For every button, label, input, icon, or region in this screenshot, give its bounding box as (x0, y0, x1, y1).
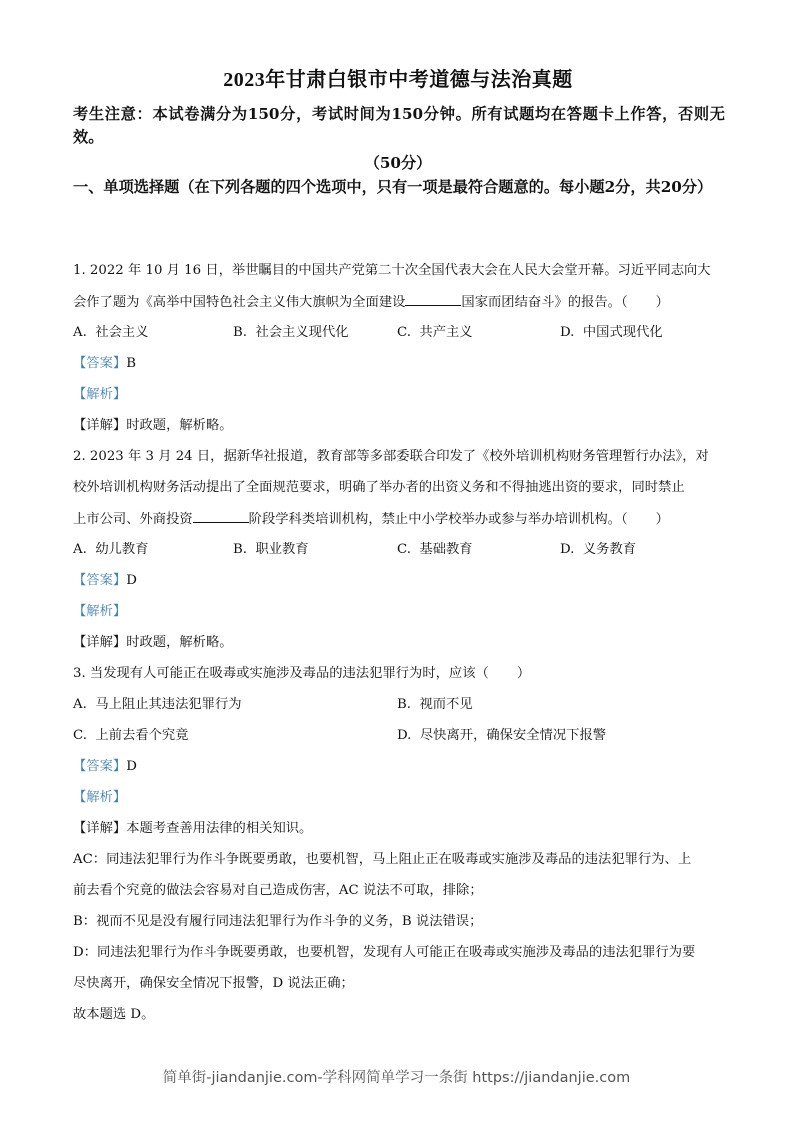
detail-label: 【详解】 (73, 635, 127, 650)
paren-close: ） (655, 512, 669, 527)
detail-label: 【详解】 (73, 821, 127, 836)
question-3-answer (73, 758, 725, 776)
stem-text: 国家而团结奋斗》的报告。（ (461, 295, 628, 310)
analysis-label: 【解析】 (73, 790, 127, 805)
detail-text: 时政题，解析略。 (126, 635, 233, 650)
question-2-option-a: A. 幼儿教育 (73, 542, 149, 557)
footer-watermark: 简单街-jiandanjie.com-学科网简单学习一条街 https://jiandanjie.com (162, 1070, 631, 1086)
fill-blank (405, 293, 461, 306)
stem-text: 3. 当发现有人可能正在吸毒或实施涉及毒品的违法犯罪行为时，应该（ (73, 666, 489, 681)
question-1-option-b: B. 社会主义现代化 (233, 325, 349, 340)
question-2-option-b: B. 职业教育 (233, 542, 309, 557)
question-1-option-d: D. 中国式现代化 (560, 325, 663, 340)
section-heading: 一、单项选择题（在下列各题的四个选项中，只有一项是最符合题意的。每小题2分，共20分） (73, 178, 713, 196)
answer-label: 【答案】 (73, 759, 127, 774)
question-1-analysis-label (73, 386, 725, 404)
analysis-label: 【解析】 (73, 387, 127, 402)
fill-blank (193, 510, 249, 523)
question-3-option-c: C. 上前去看个究竟 (73, 728, 189, 743)
question-3-detail (73, 820, 725, 838)
detail-text: 时政题，解析略。 (126, 418, 233, 433)
question-3-option-a: A. 马上阻止其违法犯罪行为 (73, 697, 242, 712)
document-title: 2023年甘肃白银市中考道德与法治真题 (223, 69, 573, 91)
paren-close: ） (516, 666, 531, 681)
answer-label: 【答案】 (73, 356, 127, 371)
question-1-option-c: C. 共产主义 (397, 325, 473, 340)
question-2-answer (73, 572, 725, 590)
question-3-explanation-line: 前去看个究竟的做法会容易对自己造成伤害，AC 说法不可取，排除； (73, 883, 483, 898)
section-score: （50分） (364, 154, 432, 172)
answer-value: D (126, 573, 137, 588)
question-2-detail (73, 634, 725, 652)
stem-text: 会作了题为《高举中国特色社会主义伟大旗帜为全面建设 (73, 295, 406, 310)
question-3-analysis-label (73, 789, 725, 807)
answer-label: 【答案】 (73, 573, 127, 588)
question-2-stem-line-3 (73, 510, 725, 529)
question-2-option-d: D. 义务教育 (560, 542, 637, 557)
detail-label: 【详解】 (73, 418, 127, 433)
question-3-explanation-line: AC：同违法犯罪行为作斗争既要勇敢，也要机智，马上阻止正在吸毒或实施涉及毒品的违法犯罪行为、上 (73, 852, 692, 867)
question-2-stem-line-1: 2. 2023 年 3 月 24 日，据新华社报道，教育部等多部委联合印发了《校外培训机构财务管理暂行办法》，对 (73, 449, 709, 464)
paren-close: ） (655, 295, 669, 310)
question-1-stem-line-1: 1. 2022 年 10 月 16 日，举世瞩目的中国共产党第二十次全国代表大会在人民大会堂开幕。习近平同志向大 (73, 263, 711, 278)
question-1-option-a: A. 社会主义 (73, 325, 149, 340)
question-3-stem-line-1 (73, 665, 725, 683)
question-3-explanation-line: B：视而不见是没有履行同违法犯罪行为作斗争的义务，B 说法错误； (73, 914, 483, 929)
question-3-explanation-line: 尽快离开，确保安全情况下报警，D 说法正确； (73, 976, 354, 991)
answer-value: B (126, 356, 136, 371)
question-2-stem-line-2: 校外培训机构财务活动提出了全面规范要求，明确了举办者的出资义务和不得抽逃出资的要求，同时禁止 (73, 480, 685, 495)
question-3-option-d: D. 尽快离开，确保安全情况下报警 (397, 728, 607, 743)
exam-notice: 考生注意：本试卷满分为150分，考试时间为150分钟。所有试题均在答题卡上作答，否则无效。 (73, 105, 725, 146)
question-1-stem-line-2 (73, 293, 725, 312)
question-3-explanation-line: D：同违法犯罪行为作斗争既要勇敢，也要机智，发现有人可能正在吸毒或实施涉及毒品的违法犯罪行为要 (73, 945, 696, 960)
stem-text: 上市公司、外商投资 (73, 512, 193, 527)
question-3-option-b: B. 视而不见 (397, 697, 473, 712)
question-3-explanation-line: 故本题选 D。 (73, 1007, 155, 1022)
question-1-detail (73, 417, 725, 435)
question-2-analysis-label (73, 603, 725, 621)
question-1-answer (73, 355, 725, 373)
stem-text: 阶段学科类培训机构，禁止中小学校举办或参与举办培训机构。（ (248, 512, 628, 527)
detail-text: 本题考查善用法律的相关知识。 (126, 821, 313, 836)
question-2-option-c: C. 基础教育 (397, 542, 473, 557)
analysis-label: 【解析】 (73, 604, 127, 619)
answer-value: D (126, 759, 137, 774)
